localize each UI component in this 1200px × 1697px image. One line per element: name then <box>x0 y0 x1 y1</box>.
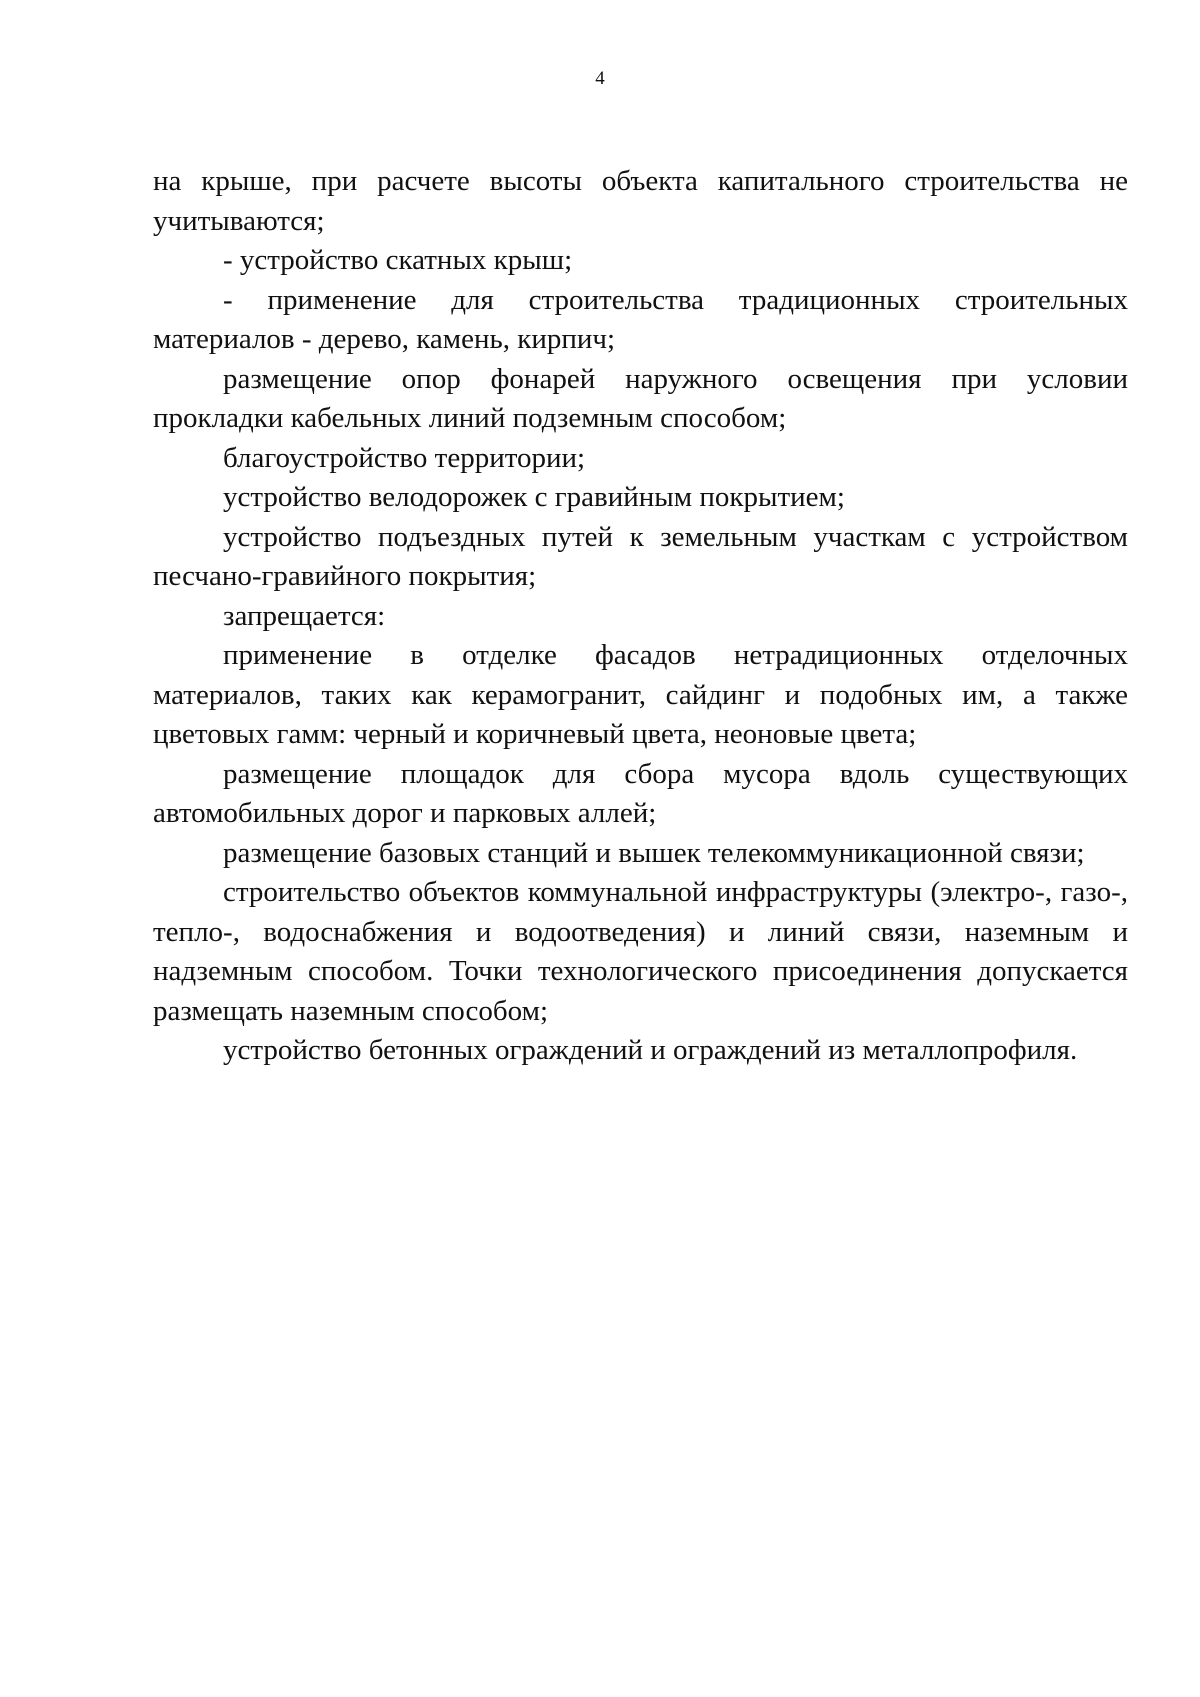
paragraph-telecom-towers: размещение базовых станций и вышек телекоммуникационной связи; <box>223 836 1085 869</box>
page-number: 4 <box>595 68 605 89</box>
paragraph-waste-sites: размещение площадок для сбора мусора вдоль существующих автомобильных дорог и парковых аллей; <box>153 757 1128 829</box>
paragraph-landscaping: благоустройство территории; <box>223 441 586 474</box>
paragraph-facade-materials: применение в отделке фасадов нетрадиционных отделочных материалов, таких как керамогранит, сайдинг и подобных им, а также цветовых гамм: черный и коричневый цвета, неоновые цвета; <box>153 639 1128 750</box>
paragraph-continuation: на крыше, при расчете высоты объекта капитального строительства не учитываются; <box>153 165 1128 237</box>
paragraph-bike-paths: устройство велодорожек с гравийным покрытием; <box>223 481 845 513</box>
paragraph-pitched-roofs: - устройство скатных крыш; <box>223 244 573 276</box>
body-text <box>153 162 1128 1071</box>
paragraph-traditional-materials: - применение для строительства традиционных строительных материалов - дерево, камень, кирпич; <box>153 283 1128 355</box>
paragraph-street-lighting: размещение опор фонарей наружного освещения при условии прокладки кабельных линий подземным способом; <box>153 362 1128 434</box>
paragraph-fences: устройство бетонных ограждений и ограждений из металлопрофиля. <box>223 1034 1078 1066</box>
paragraph-access-roads: устройство подъездных путей к земельным участкам с устройством песчано-гравийного покрытия; <box>153 520 1128 592</box>
paragraph-prohibited-heading: запрещается: <box>223 599 386 632</box>
paragraph-utility-infrastructure: строительство объектов коммунальной инфраструктуры (электро-, газо-, тепло-, водоснабжения и водоотведения) и линий связи, наземным и надземным способом. Точки технологического присоединения допускается размещать наземным способом; <box>153 876 1128 1027</box>
